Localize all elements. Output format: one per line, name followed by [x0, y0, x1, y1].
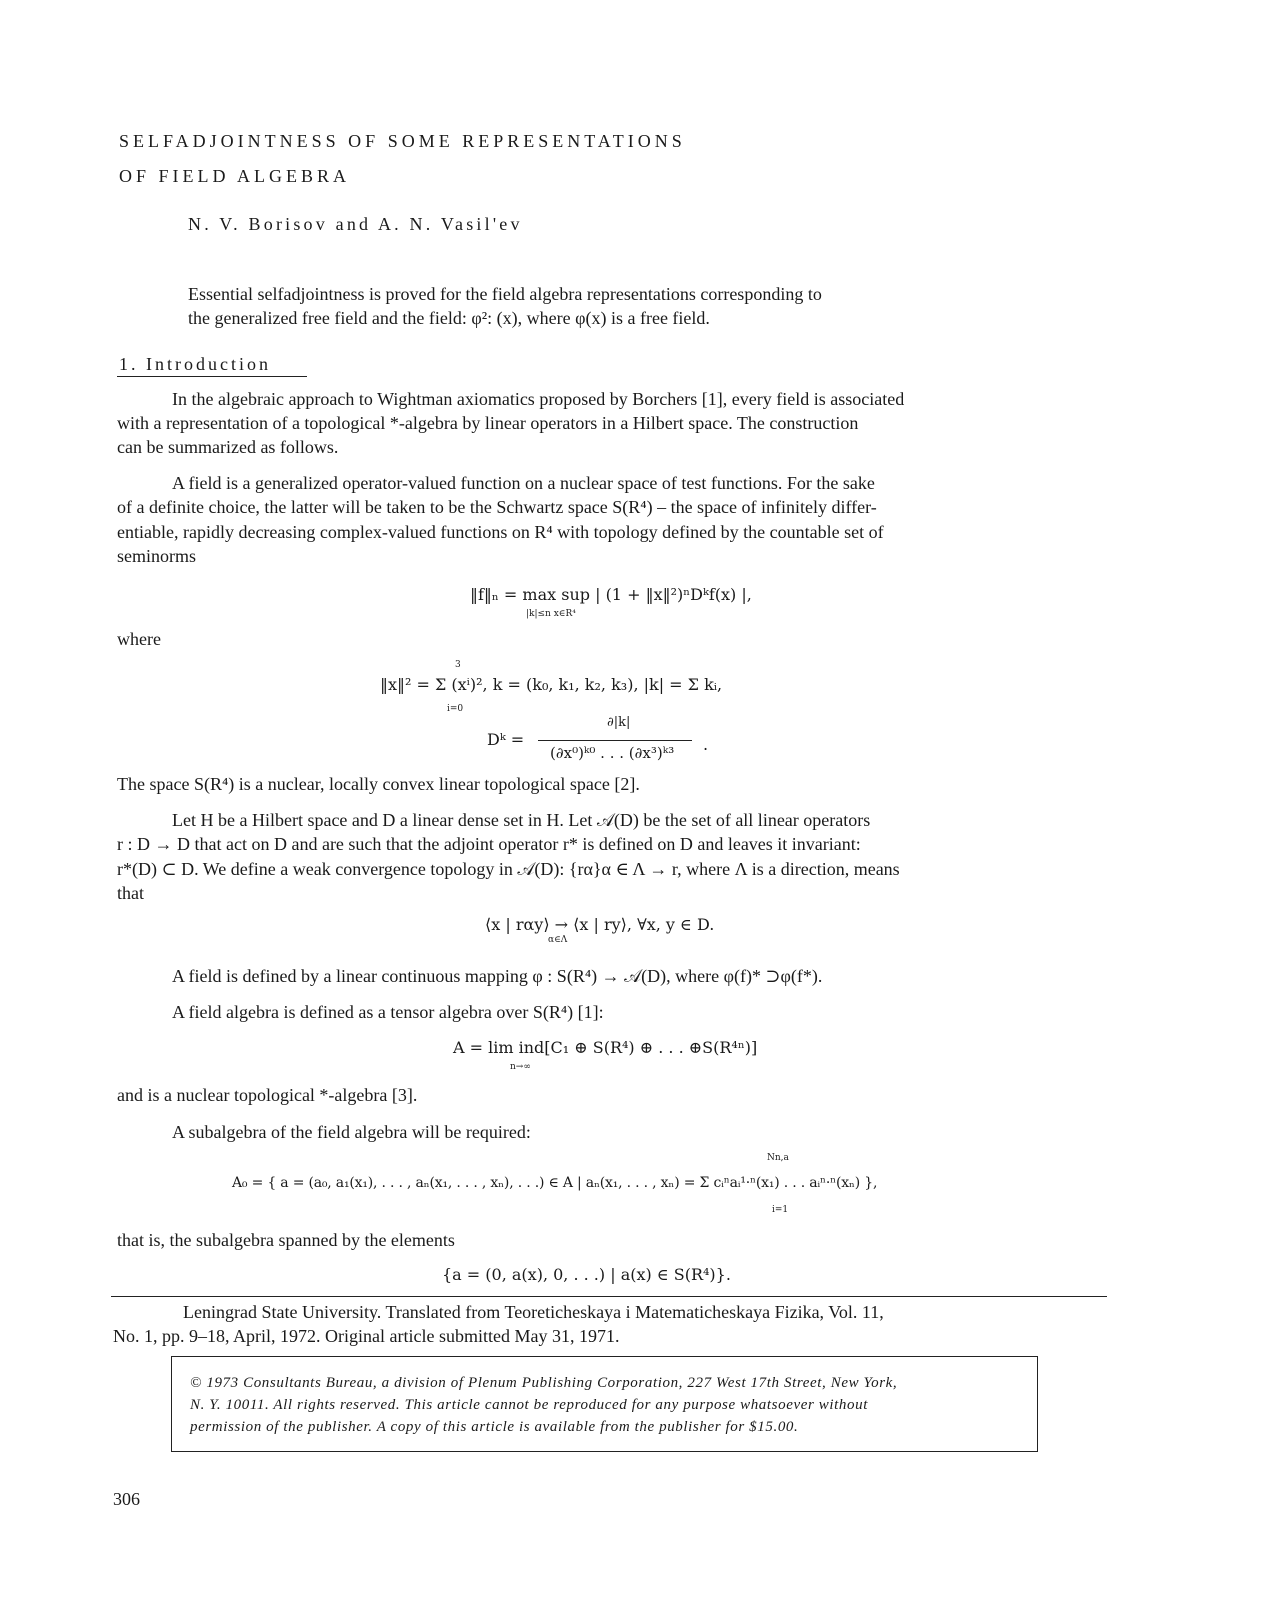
equation-field-algebra-subscript: n→∞: [510, 1062, 531, 1072]
equation-norm-upper-limit: 3: [455, 660, 461, 670]
equation-field-algebra: A = lim ind[C₁ ⊕ S(R⁴) ⊕ . . . ⊕S(R⁴ⁿ)]: [453, 1038, 758, 1057]
equation-subalgebra-upper-limit: Nn,a: [767, 1153, 789, 1163]
copyright-line-2: N. Y. 10011. All rights reserved. This article cannot be reproduced for any purpose whatsoever without: [190, 1397, 868, 1413]
equation-weak-convergence-subscript: α∈Λ: [548, 935, 568, 945]
abstract-line-2: the generalized free field and the field: φ²: (x), where φ(x) is a free field.: [188, 308, 710, 328]
equation-norm: ‖x‖² = Σ (xⁱ)², k = (k₀, k₁, k₂, k₃), |k| = Σ kᵢ,: [380, 675, 723, 694]
equation-derivative-period: .: [703, 735, 709, 754]
where-text: where: [117, 629, 161, 649]
equation-seminorm: ‖f‖ₙ = max sup | (1 + ‖x‖²)ⁿDᵏf(x) |,: [470, 585, 752, 604]
p1-line-3: can be summarized as follows.: [117, 437, 339, 457]
p9-line: that is, the subalgebra spanned by the elements: [117, 1230, 455, 1250]
p4-line-1: Let H be a Hilbert space and D a linear dense set in H. Let 𝒜(D) be the set of all linear operators: [172, 810, 871, 830]
section-underline: [117, 376, 307, 377]
equation-weak-convergence: ⟨x | rαy⟩ → ⟨x | ry⟩, ∀x, y ∈ D.: [485, 915, 715, 934]
p6-line: A field algebra is defined as a tensor algebra over S(R⁴) [1]:: [172, 1002, 604, 1022]
abstract-line-1: Essential selfadjointness is proved for the field algebra representations corresponding to: [188, 284, 822, 304]
page-number: 306: [113, 1489, 140, 1509]
copyright-line-3: permission of the publisher. A copy of this article is available from the publisher for $15.00.: [190, 1419, 799, 1435]
equation-derivative-numerator: ∂|k|: [607, 715, 631, 730]
p1-line-2: with a representation of a topological *-algebra by linear operators in a Hilbert space. The construction: [117, 413, 859, 433]
footnote-line-2: No. 1, pp. 9–18, April, 1972. Original article submitted May 31, 1971.: [113, 1326, 620, 1346]
equation-derivative-lhs: Dᵏ =: [487, 730, 525, 749]
footnote-rule: [111, 1296, 1107, 1297]
p3-line: The space S(R⁴) is a nuclear, locally convex linear topological space [2].: [117, 774, 640, 794]
p4-line-4: that: [117, 883, 144, 903]
p7-line: and is a nuclear topological *-algebra [3].: [117, 1085, 418, 1105]
title-line-2: OF FIELD ALGEBRA: [119, 166, 351, 186]
equation-subalgebra: A₀ = { a = (a₀, a₁(x₁), . . . , aₙ(x₁, . . . , xₙ), . . .) ∈ A | aₙ(x₁, . . . , xₙ) = Σ cᵢⁿaᵢ¹·ⁿ(x₁) . . . aᵢⁿ·ⁿ(xₙ) },: [232, 1175, 878, 1191]
equation-elements: {a = (0, a(x), 0, . . .) | a(x) ∈ S(R⁴)}.: [442, 1265, 731, 1284]
title-line-1: SELFADJOINTNESS OF SOME REPRESENTATIONS: [119, 131, 686, 151]
p5-line: A field is defined by a linear continuous mapping φ : S(R⁴) → 𝒜(D), where φ(f)* ⊃φ(f*).: [172, 966, 823, 986]
equation-derivative-denominator: (∂x⁰)ᵏ⁰ . . . (∂x³)ᵏ³: [550, 744, 675, 762]
equation-subalgebra-lower-limit: i=1: [772, 1205, 789, 1215]
p2-line-1: A field is a generalized operator-valued function on a nuclear space of test functions. For the sake: [172, 473, 875, 493]
footnote-line-1: Leningrad State University. Translated from Teoreticheskaya i Matematicheskaya Fizika, Vol. 11,: [183, 1302, 884, 1322]
p2-line-2: of a definite choice, the latter will be taken to be the Schwartz space S(R⁴) – the space of infinitely differ-: [117, 497, 877, 517]
p4-line-2: r : D → D that act on D and are such that the adjoint operator r* is defined on D and leaves it invariant:: [117, 834, 861, 854]
p4-line-3: r*(D) ⊂ D. We define a weak convergence topology in 𝒜(D): {rα}α ∈ Λ → r, where Λ is a direction, means: [117, 859, 900, 879]
section-heading: 1. Introduction: [119, 354, 271, 374]
equation-derivative-fraction-bar: [538, 740, 692, 741]
equation-norm-lower-limit: i=0: [447, 704, 464, 714]
copyright-line-1: © 1973 Consultants Bureau, a division of Plenum Publishing Corporation, 227 West 17th Street, New York,: [190, 1375, 898, 1391]
p2-line-4: seminorms: [117, 546, 196, 566]
p1-line-1: In the algebraic approach to Wightman axiomatics proposed by Borchers [1], every field is associated: [172, 389, 905, 409]
copyright-text: [190, 1372, 897, 1438]
equation-seminorm-subscript: |k|≤n x∈R⁴: [526, 609, 576, 619]
p8-line: A subalgebra of the field algebra will be required:: [172, 1122, 531, 1142]
authors: N. V. Borisov and A. N. Vasil'ev: [188, 214, 523, 234]
p2-line-3: entiable, rapidly decreasing complex-valued functions on R⁴ with topology defined by the countable set of: [117, 522, 884, 542]
